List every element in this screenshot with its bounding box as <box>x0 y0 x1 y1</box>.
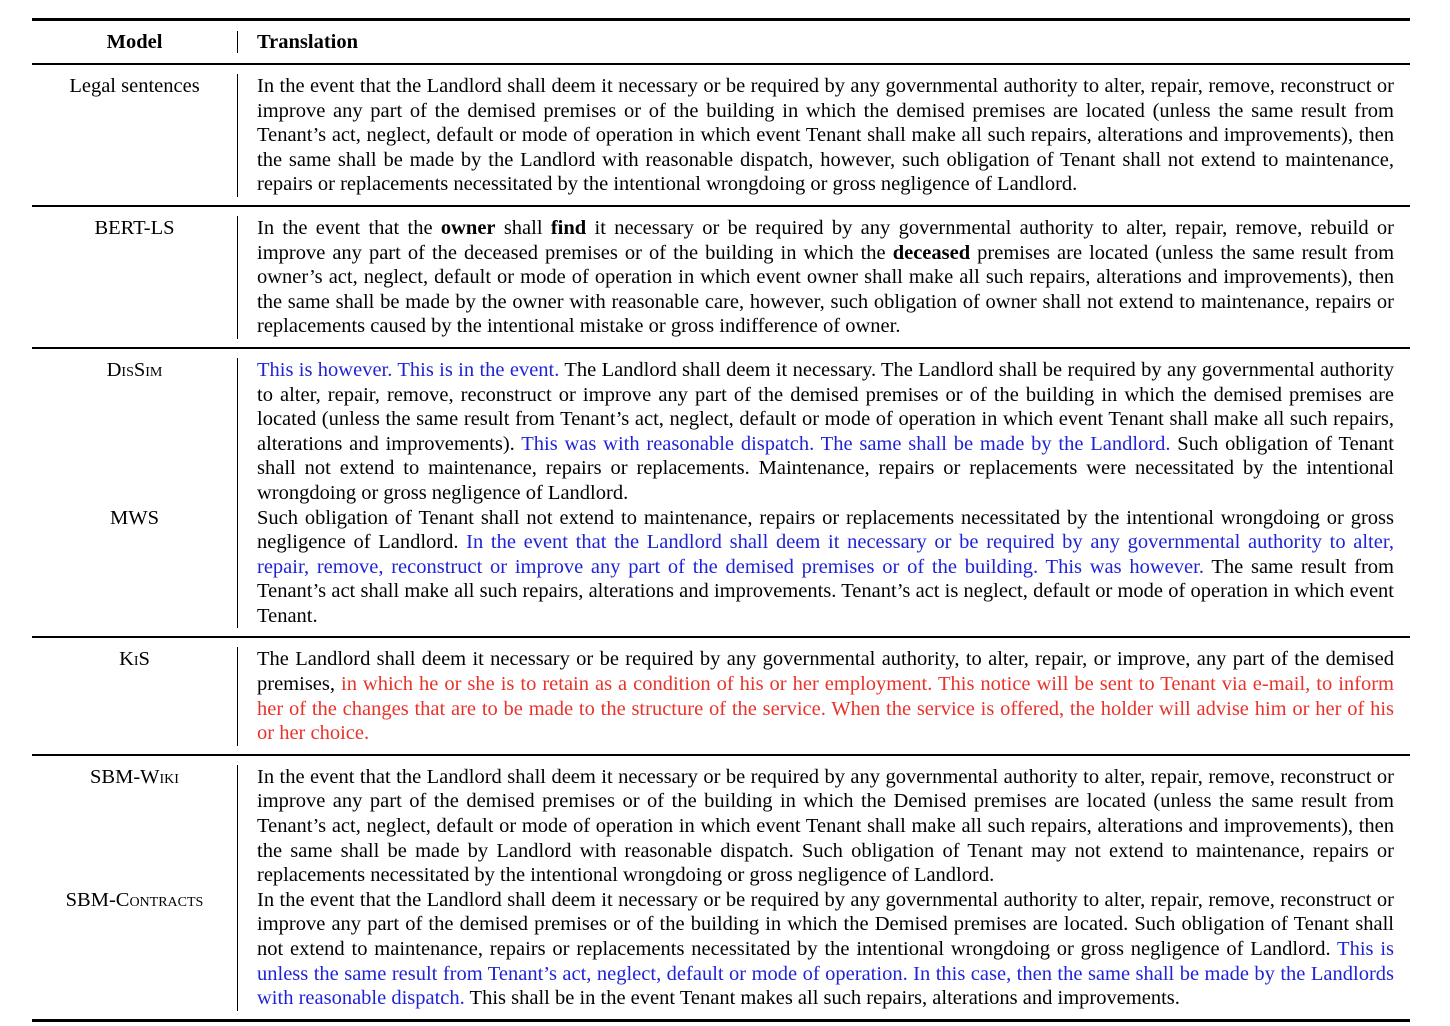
text-segment: shall <box>495 216 551 239</box>
model-bert-ls: BERT-LS <box>32 216 238 339</box>
text-segment: Such obligation of Tenant shall not extend to maintenance, repairs or replacements. Maintenance, repairs or replacements were necessitated by the intentional wrongdoing or gross negligence of Landlord. <box>257 432 1394 504</box>
model-sbm-contracts <box>32 888 238 1011</box>
translation-sbm-contracts <box>238 888 1410 1011</box>
text-segment: Such obligation of Tenant shall not extend to maintenance, repairs or replacements necessitated by the intentional wrongdoing or gross negligence of Landlord. <box>257 506 1394 554</box>
model-legal-sentences: Legal sentences <box>32 74 238 197</box>
table-header-row <box>32 21 1410 63</box>
translation-mws <box>238 506 1410 629</box>
blue-segment: In the event that the Landlord shall deem it necessary or be required by any governmental authority to alter, repair, remove, reconstruct or improve any part of the demised premises or of the building. This was however. <box>257 531 1394 578</box>
row-dissim-mws <box>32 349 1410 637</box>
blue-segment: This was with reasonable dispatch. The same shall be made by the Landlord. <box>521 432 1171 455</box>
text-segment: premises are located (unless the same result from owner’s act, neglect, default or mode of operation in which event owner shall make all such repairs, alterations and improvements), then the same shall be made by the owner with reasonable care, however, such obligation of owner shall not extend to maintenance, repairs or replacements caused by the intentional mistake or gross indifference of owner. <box>257 241 1395 338</box>
header-model: Model <box>32 31 238 53</box>
comparison-table <box>32 18 1410 1022</box>
bold-substitution: find <box>550 216 587 239</box>
row-sbm <box>32 756 1410 1019</box>
row-kis <box>32 638 1410 753</box>
bold-substitution: deceased <box>892 241 971 264</box>
model-dissim-label: DisSim <box>106 358 163 381</box>
red-segment: in which he or she is to retain as a condition of his or her employment. This notice will be sent to Tenant via e-mail, to inform her of the changes that are to be made to the structure of the service. When the service is offered, the holder will advise him or her of his or her choice. <box>257 673 1395 745</box>
model-kis-label: KiS <box>119 648 150 671</box>
model-kis <box>32 647 238 745</box>
model-sbm-contracts-label: SBM-Contracts <box>65 888 204 911</box>
row-bert-ls <box>32 207 1410 347</box>
translation-legal-sentences: In the event that the Landlord shall deem it necessary or be required by any governmental authority to alter, repair, remove, reconstruct or improve any part of the demised premises or of the building in which the demised premises are located (unless the same result from Tenant’s act, neglect, default or mode of operation in which event Tenant shall make all such repairs, alterations and improvements), then the same shall be made by the Landlord with reasonable dispatch, however, such obligation of Tenant shall not extend to maintenance, repairs or replacements necessitated by the intentional wrongdoing or gross negligence of Landlord. <box>257 75 1394 196</box>
text-segment: The Landlord shall deem it necessary or be required by any governmental authority, to alter, repair, or improve, any part of the demised premises, <box>257 648 1394 696</box>
translation-sbm-wiki: In the event that the Landlord shall deem it necessary or be required by any governmental authority to alter, repair, remove, reconstruct or improve any part of the demised premises or of the building in which the Demised premises are located (unless the same result from Tenant’s act, neglect, default or mode of operation in which event Tenant shall make all such repairs, alterations and improvements), then the same shall be made by Landlord with reasonable dispatch. Such obligation of Tenant may not extend to maintenance, repairs or replacements necessitated by the intentional wrongdoing or gross negligence of Landlord. <box>257 765 1394 887</box>
header-translation: Translation <box>257 31 358 53</box>
translation-bert-ls <box>238 216 1410 339</box>
text-segment: In the event that the <box>257 216 441 239</box>
row-legal-sentences <box>32 65 1410 205</box>
model-dissim <box>32 358 238 506</box>
text-segment: In the event that the Landlord shall deem it necessary or be required by any governmental authority to alter, repair, remove, reconstruct or improve any part of the demised premises or of the building in which the Demised premises are located. Such obligation of Tenant shall not extend to maintenance, repairs or replacements necessitated by the intentional wrongdoing or gross negligence of Landlord. <box>257 888 1394 960</box>
translation-kis <box>238 647 1410 745</box>
blue-segment: This is unless the same result from Tenant’s act, neglect, default or mode of operation. In this case, then the same shall be made by the Landlords with reasonable dispatch. <box>257 938 1394 1010</box>
text-segment: it necessary or be required by any governmental authority to alter, repair, remove, rebuild or improve any part of the deceased premises or of the building in which the <box>257 216 1394 264</box>
text-segment: This shall be in the event Tenant makes all such repairs, alterations and improvements. <box>464 987 1180 1010</box>
blue-segment: This is however. This is in the event. <box>257 358 560 381</box>
text-segment: The same result from Tenant’s act shall make all such repairs, alterations and improvements. Tenant’s act is neglect, default or mode of operation in which event Tenant. <box>257 555 1394 627</box>
model-sbm-wiki <box>32 765 238 888</box>
model-mws: MWS <box>32 506 238 629</box>
translation-dissim <box>238 358 1410 506</box>
table-bottom-rule <box>32 1019 1410 1022</box>
bold-substitution: owner <box>440 216 496 239</box>
model-sbm-wiki-label: SBM-Wiki <box>90 765 179 788</box>
text-segment: The Landlord shall deem it necessary. The Landlord shall be required by any governmental authority to alter, repair, remove, reconstruct or improve any part of the demised premises or of the building in which the demised premises are located (unless the same result from Tenant’s act, neglect, default or mode of operation in which event Tenant shall make all such repairs, alterations and improvements). <box>257 358 1394 455</box>
